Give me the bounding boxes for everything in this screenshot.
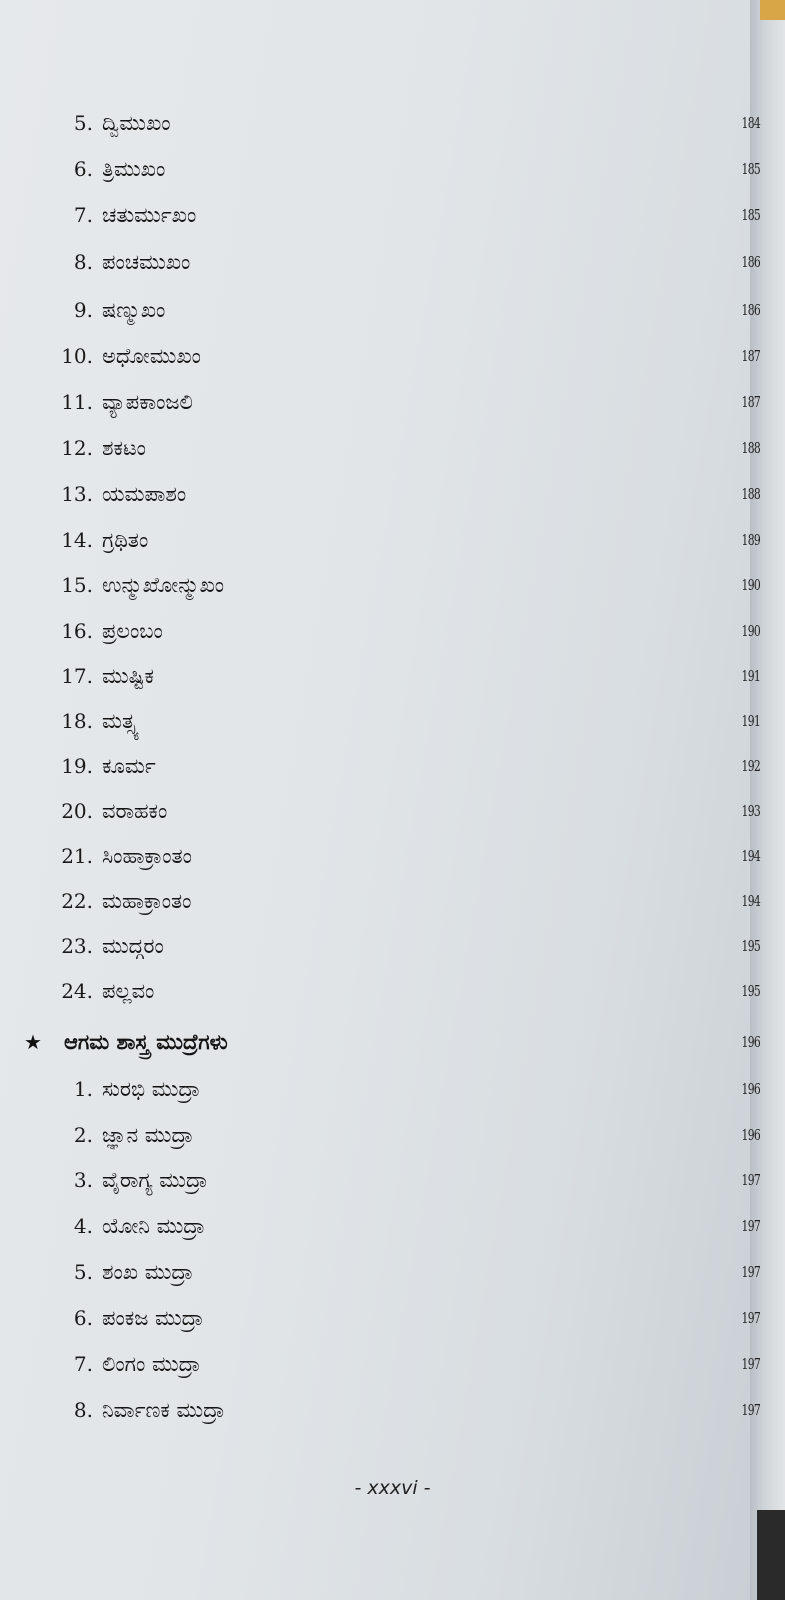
entry-number: 8. xyxy=(73,250,93,274)
entry-page: 184 xyxy=(741,114,760,132)
entry-title: ಸುರಭಿ ಮುದ್ರಾ xyxy=(102,1077,201,1101)
toc-entry xyxy=(0,1298,760,1338)
background-strip-top xyxy=(760,0,785,20)
entry-number: 4. xyxy=(73,1214,93,1238)
toc-entry xyxy=(0,195,760,235)
toc-entry xyxy=(0,103,760,143)
entry-number: 5. xyxy=(73,111,93,135)
toc-entry xyxy=(0,1252,760,1292)
entry-number: 7. xyxy=(73,1352,93,1376)
toc-entry xyxy=(0,149,760,189)
entry-title: ಚತುರ್ಮುಖಂ xyxy=(102,203,197,227)
entry-page: 197 xyxy=(741,1355,760,1373)
entry-title: ತ್ರಿಮುಖಂ xyxy=(102,157,166,181)
entry-page: 191 xyxy=(741,712,760,730)
entry-number: 3. xyxy=(73,1168,93,1192)
entry-page: 197 xyxy=(741,1263,760,1281)
entry-page: 197 xyxy=(741,1401,760,1419)
entry-page: 185 xyxy=(741,160,760,178)
entry-number: 7. xyxy=(73,203,93,227)
entry-title: ವೈರಾಗ್ಯ ಮುದ್ರಾ xyxy=(102,1168,208,1192)
entry-number: 16. xyxy=(61,619,93,643)
entry-title: ಶಕಟಂ xyxy=(102,436,146,460)
background-strip-bottom xyxy=(757,1510,785,1600)
entry-title: ಉನ್ಮುಖೋನ್ಮುಖಂ xyxy=(102,573,225,597)
entry-number: 10. xyxy=(61,344,93,368)
entry-number: 22. xyxy=(61,889,93,913)
toc-entry xyxy=(0,1206,760,1246)
entry-number: 13. xyxy=(61,482,93,506)
entry-page: 187 xyxy=(741,393,760,411)
entry-page: 192 xyxy=(741,757,760,775)
entry-page: 197 xyxy=(741,1309,760,1327)
entry-title: ನಿರ್ವಾಣಕ ಮುದ್ರಾ xyxy=(102,1398,226,1422)
entry-number: 17. xyxy=(61,664,93,688)
entry-page: 190 xyxy=(741,622,760,640)
entry-number: 6. xyxy=(73,157,93,181)
entry-page: 186 xyxy=(741,301,760,319)
toc-entry xyxy=(0,1344,760,1384)
toc-entry xyxy=(0,565,760,605)
section-title: ಆಗಮ ಶಾಸ್ತ್ರ ಮುದ್ರೆಗಳು xyxy=(64,1030,228,1054)
entry-number: 18. xyxy=(61,709,93,733)
entry-title: ಕೂರ್ಮ xyxy=(102,754,156,778)
entry-number: 20. xyxy=(61,799,93,823)
entry-page: 194 xyxy=(741,892,760,910)
entry-page: 187 xyxy=(741,347,760,365)
entry-page: 189 xyxy=(741,531,760,549)
toc-entry xyxy=(0,1390,760,1430)
entry-number: 6. xyxy=(73,1306,93,1330)
toc-entry xyxy=(0,926,760,966)
entry-title: ದ್ವಿಮುಖಂ xyxy=(102,111,171,135)
entry-page: 197 xyxy=(741,1217,760,1235)
entry-title: ಯೋನಿ ಮುದ್ರಾ xyxy=(102,1214,206,1238)
entry-number: 2. xyxy=(73,1123,93,1147)
toc-entry xyxy=(0,520,760,560)
entry-number: 23. xyxy=(61,934,93,958)
toc-entry xyxy=(0,881,760,921)
toc-entry xyxy=(0,1115,760,1155)
toc-entry xyxy=(0,474,760,514)
entry-title: ಮಹಾಕ್ರಾಂತಂ xyxy=(102,889,192,913)
entry-number: 1. xyxy=(73,1077,93,1101)
page-number-footer: - xxxvi - xyxy=(354,1477,431,1499)
entry-number: 21. xyxy=(61,844,93,868)
entry-number: 8. xyxy=(73,1398,93,1422)
toc-entry xyxy=(0,971,760,1011)
entry-page: 196 xyxy=(741,1126,760,1144)
entry-page: 190 xyxy=(741,576,760,594)
entry-number: 24. xyxy=(61,979,93,1003)
toc-section-heading xyxy=(0,1022,760,1062)
entry-page: 195 xyxy=(741,937,760,955)
entry-title: ಯಮಪಾಶಂ xyxy=(102,482,187,506)
entry-page: 195 xyxy=(741,982,760,1000)
entry-number: 15. xyxy=(61,573,93,597)
entry-number: 12. xyxy=(61,436,93,460)
entry-title: ಮುಷ್ಟಿಕ xyxy=(102,664,154,688)
entry-page: 186 xyxy=(741,253,760,271)
entry-page: 193 xyxy=(741,802,760,820)
toc-entry xyxy=(0,746,760,786)
toc-entry xyxy=(0,290,760,330)
toc-entry xyxy=(0,1069,760,1109)
toc-entry xyxy=(0,701,760,741)
entry-number: 11. xyxy=(61,390,93,414)
entry-title: ಲಿಂಗಂ ಮುದ್ರಾ xyxy=(102,1352,201,1376)
section-page: 196 xyxy=(741,1033,760,1051)
entry-title: ವ್ಯಾಪಕಾಂಜಲಿ xyxy=(102,390,193,414)
entry-title: ಪಂಕಜ ಮುದ್ರಾ xyxy=(102,1306,204,1330)
entry-number: 5. xyxy=(73,1260,93,1284)
toc-entry xyxy=(0,611,760,651)
entry-title: ವರಾಹಕಂ xyxy=(102,799,168,823)
entry-title: ಪ್ರಲಂಬಂ xyxy=(102,619,163,643)
star-icon: ★ xyxy=(24,1030,42,1054)
entry-page: 188 xyxy=(741,439,760,457)
entry-title: ಅಧೋಮುಖಂ xyxy=(102,344,201,368)
toc-entry xyxy=(0,836,760,876)
toc-entry xyxy=(0,1160,760,1200)
entry-title: ಸಿಂಹಾಕ್ರಾಂತಂ xyxy=(102,844,192,868)
toc-entry xyxy=(0,428,760,468)
entry-page: 185 xyxy=(741,206,760,224)
entry-number: 19. xyxy=(61,754,93,778)
entry-number: 9. xyxy=(73,298,93,322)
entry-title: ಗ್ರಥಿತಂ xyxy=(102,528,149,552)
entry-title: ಜ್ಞಾನ ಮುದ್ರಾ xyxy=(102,1123,194,1147)
toc-entry xyxy=(0,336,760,376)
entry-page: 197 xyxy=(741,1171,760,1189)
entry-title: ಷಣ್ಮುಖಂ xyxy=(102,298,166,322)
entry-title: ಪಲ್ಲವಂ xyxy=(102,979,155,1003)
toc-entry xyxy=(0,656,760,696)
entry-title: ಮತ್ಸ್ಯ xyxy=(102,709,139,733)
entry-page: 191 xyxy=(741,667,760,685)
entry-page: 188 xyxy=(741,485,760,503)
entry-title: ಶಂಖ ಮುದ್ರಾ xyxy=(102,1260,194,1284)
entry-page: 196 xyxy=(741,1080,760,1098)
entry-title: ಪಂಚಮುಖಂ xyxy=(102,250,191,274)
toc-entry xyxy=(0,791,760,831)
entry-number: 14. xyxy=(61,528,93,552)
toc-entry xyxy=(0,382,760,422)
entry-title: ಮುದ್ಗರಂ xyxy=(102,934,164,958)
toc-entry xyxy=(0,242,760,282)
entry-page: 194 xyxy=(741,847,760,865)
